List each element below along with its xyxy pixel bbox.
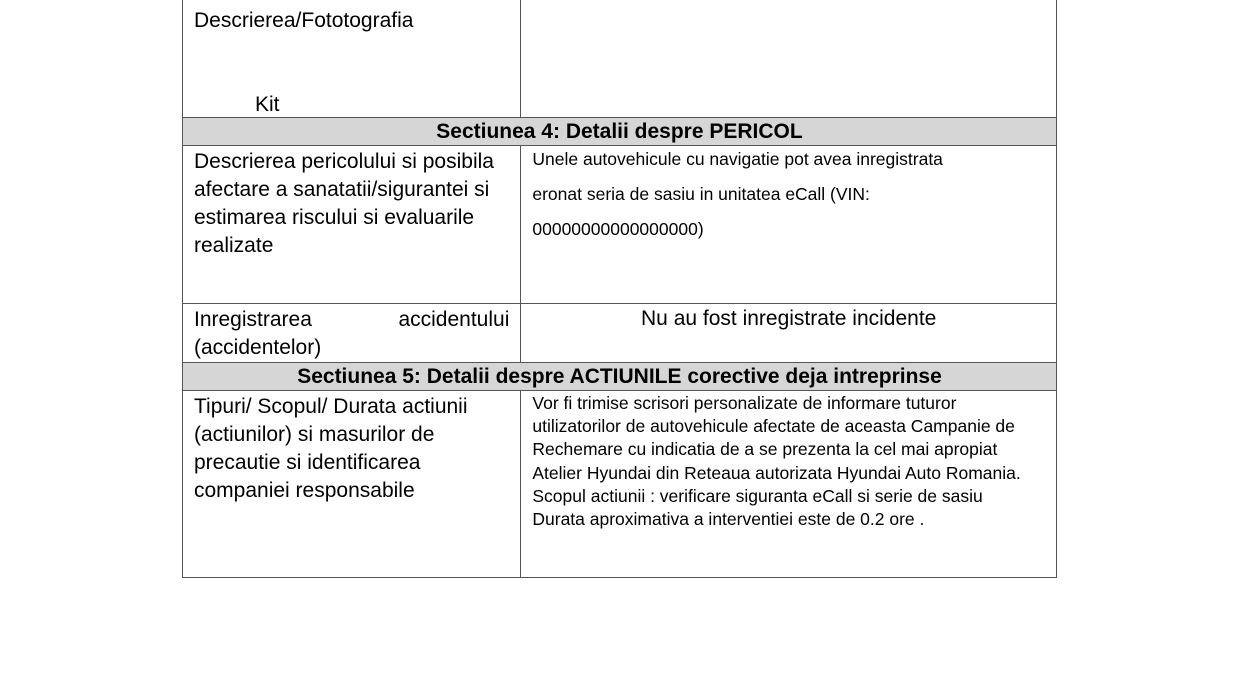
hazard-desc-cell — [521, 146, 1057, 304]
hazard-line: Unele autovehicule cu navigatie pot avea inregistrata — [532, 149, 943, 169]
action-label-cell — [183, 391, 521, 578]
action-paragraph: Durata aproximativa a interventiei este de 0.2 ore . — [532, 509, 925, 530]
kit-label-sub: Kit — [255, 93, 280, 116]
action-label: Tipuri/ Scopul/ Durata actiunii (actiunilor) si masurilor de precautie si identificarea companiei responsabile — [194, 395, 468, 502]
section-5-header-row — [183, 363, 1057, 391]
recall-form-table — [182, 0, 1057, 578]
kit-label-cell — [183, 0, 521, 118]
accident-value: Nu au fost inregistrate incidente — [641, 307, 937, 330]
hazard-line: 00000000000000000) — [532, 219, 704, 239]
action-description — [521, 391, 1056, 531]
hazard-label-cell — [183, 146, 521, 304]
kit-label-main: Descrierea/Fototografia — [194, 9, 414, 32]
accident-row — [183, 304, 1057, 363]
action-row — [183, 391, 1057, 578]
kit-value-cell — [521, 0, 1057, 118]
hazard-row — [183, 146, 1057, 304]
section-4-title: Sectiunea 4: Detalii despre PERICOL — [183, 118, 1057, 146]
hazard-description — [521, 142, 1056, 247]
action-desc-cell — [521, 391, 1057, 578]
hazard-line: eronat seria de sasiu in unitatea eCall (VIN: — [532, 184, 870, 204]
action-paragraph: Vor fi trimise scrisori personalizate de informare tuturor utilizatorilor de autovehicule afectate de aceasta Campanie de Rechemare cu indicatia de a se prezenta la cel mai apropiat Atelier Hyundai din Reteaua autorizata Hyundai Auto Romania. — [532, 393, 1021, 483]
section-5-title: Sectiunea 5: Detalii despre ACTIUNILE corective deja intreprinse — [183, 363, 1057, 391]
accident-label-cell — [183, 304, 521, 363]
kit-row — [183, 0, 1057, 118]
hazard-label: Descrierea pericolului si posibila afectare a sanatatii/sigurantei si estimarea riscului si evaluarile realizate — [194, 150, 494, 257]
accident-value-cell — [521, 304, 1057, 363]
accident-label: Inregistrarea accidentului (accidentelor) — [194, 308, 510, 359]
action-paragraph: Scopul actiunii : verificare siguranta eCall si serie de sasiu — [532, 485, 983, 506]
